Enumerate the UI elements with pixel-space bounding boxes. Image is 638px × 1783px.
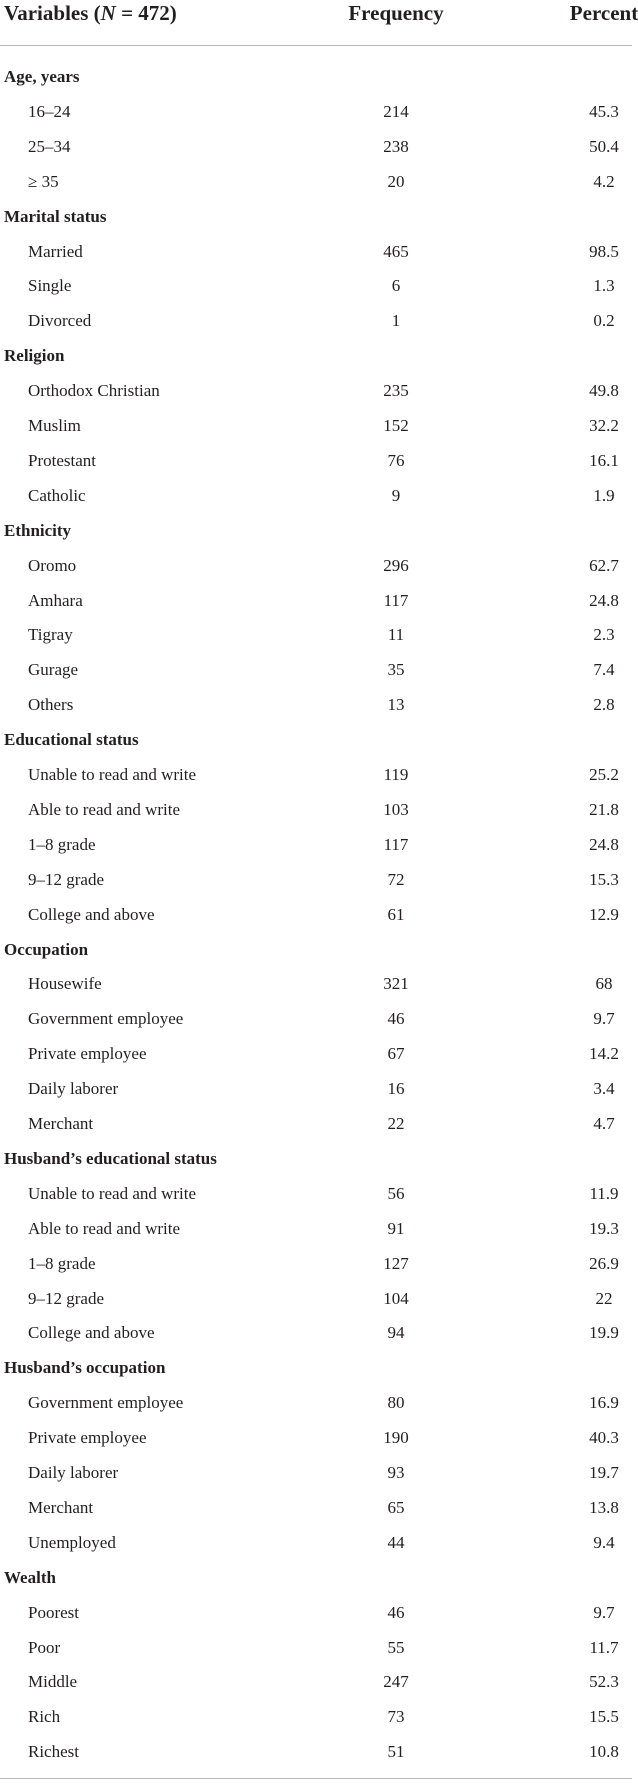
row-label: Daily laborer [28,1463,119,1482]
row-label: Others [28,695,74,714]
header-variables [4,0,177,26]
row-label: 9–12 grade [28,870,105,889]
row-label: Unemployed [28,1533,116,1552]
row-label: Oromo [28,556,77,575]
row-label: Unable to read and write [28,1184,197,1203]
row-label: Rich [28,1707,61,1726]
row-label: Gurage [28,660,79,679]
group-label: Wealth [4,1568,56,1587]
row-label: Divorced [28,311,92,330]
row-label: Private employee [28,1428,147,1447]
row-label: Single [28,276,72,295]
row-label: Amhara [28,591,83,610]
row-label: Government employee [28,1393,184,1412]
group-label: Husband’s educational status [4,1149,217,1168]
row-label: Orthodox Christian [28,381,160,400]
header-variables-n: N [100,1,116,25]
row-label: 25–34 [28,137,71,156]
group-label: Occupation [4,940,89,959]
row-label: Muslim [28,416,81,435]
row-label: Protestant [28,451,96,470]
row-label: 16–24 [28,102,71,121]
row-label: 9–12 grade [28,1289,105,1308]
row-label: Married [28,242,83,261]
row-label: Private employee [28,1044,147,1063]
header-divider [0,45,632,46]
row-label: Poor [28,1638,61,1657]
row-label: 1–8 grade [28,1254,96,1273]
row-label: Merchant [28,1114,94,1133]
row-label: College and above [28,1323,155,1342]
table-bottom-rule [0,1778,632,1779]
row-label: Merchant [28,1498,94,1517]
demographics-table: Variables (N = 472) Frequency Percent Age, years 16–24 214 45.3 25–34 238 50.4 ≥ 35 20 4.2 Marital status Married 465 98.5 Single 6 1.3 Divorced 1 0.2 Religion Orthodox Christian 235 49.8 Muslim 152 32.2 Protestant 76 16.1 Catholic 9 1.9 Ethnicity Oromo 296 62.7 Amhara 117 24.8 Tigray 11 2.3 Gurage 35 7.4 Others 13 2.8 Educational status Unable to read and write 119 25.2 Able to read and write 103 21.8 1–8 grade 117 24.8 9–12 grade 72 15.3 College and above 61 12.9 Occupation Housewife 321 68 Government employee 46 9.7 Private employee 67 14.2 Daily laborer 16 3.4 Merchant 22 4.7 Husband’s educational status Unable to read and write 56 11.9 Able to read and write 91 19.3 1–8 grade 127 26.9 9–12 grade 104 22 College and above 94 19.9 Husband’s occupation Government employee 80 16.9 Private employee 190 40.3 Daily laborer 93 19.7 Merchant 65 13.8 Unemployed 44 9.4 Wealth Poorest 46 9.7 Poor 55 11.7 Middle 247 52.3 Rich 73 15.5 Richest 51 10.8 [0,0,638,1783]
group-label: Educational status [4,730,139,749]
row-label: Daily laborer [28,1079,119,1098]
row-label: 1–8 grade [28,835,96,854]
group-label: Ethnicity [4,521,72,540]
group-label: Husband’s occupation [4,1358,166,1377]
row-label: Poorest [28,1603,79,1622]
row-label: Catholic [28,486,86,505]
row-label: College and above [28,905,155,924]
header-variables-suffix: = 472) [115,1,177,25]
row-label: Tigray [28,625,73,644]
group-label: Age, years [4,67,80,86]
row-label: Richest [28,1742,79,1761]
row-label: Housewife [28,974,102,993]
row-label: Able to read and write [28,1219,180,1238]
group-label: Marital status [4,207,107,226]
row-label: Government employee [28,1009,184,1028]
group-label: Religion [4,346,65,365]
row-label: ≥ 35 [28,172,59,191]
row-label: Able to read and write [28,800,180,819]
header-variables-prefix: Variables ( [4,1,101,25]
row-label: Middle [28,1672,78,1691]
row-label: Unable to read and write [28,765,197,784]
